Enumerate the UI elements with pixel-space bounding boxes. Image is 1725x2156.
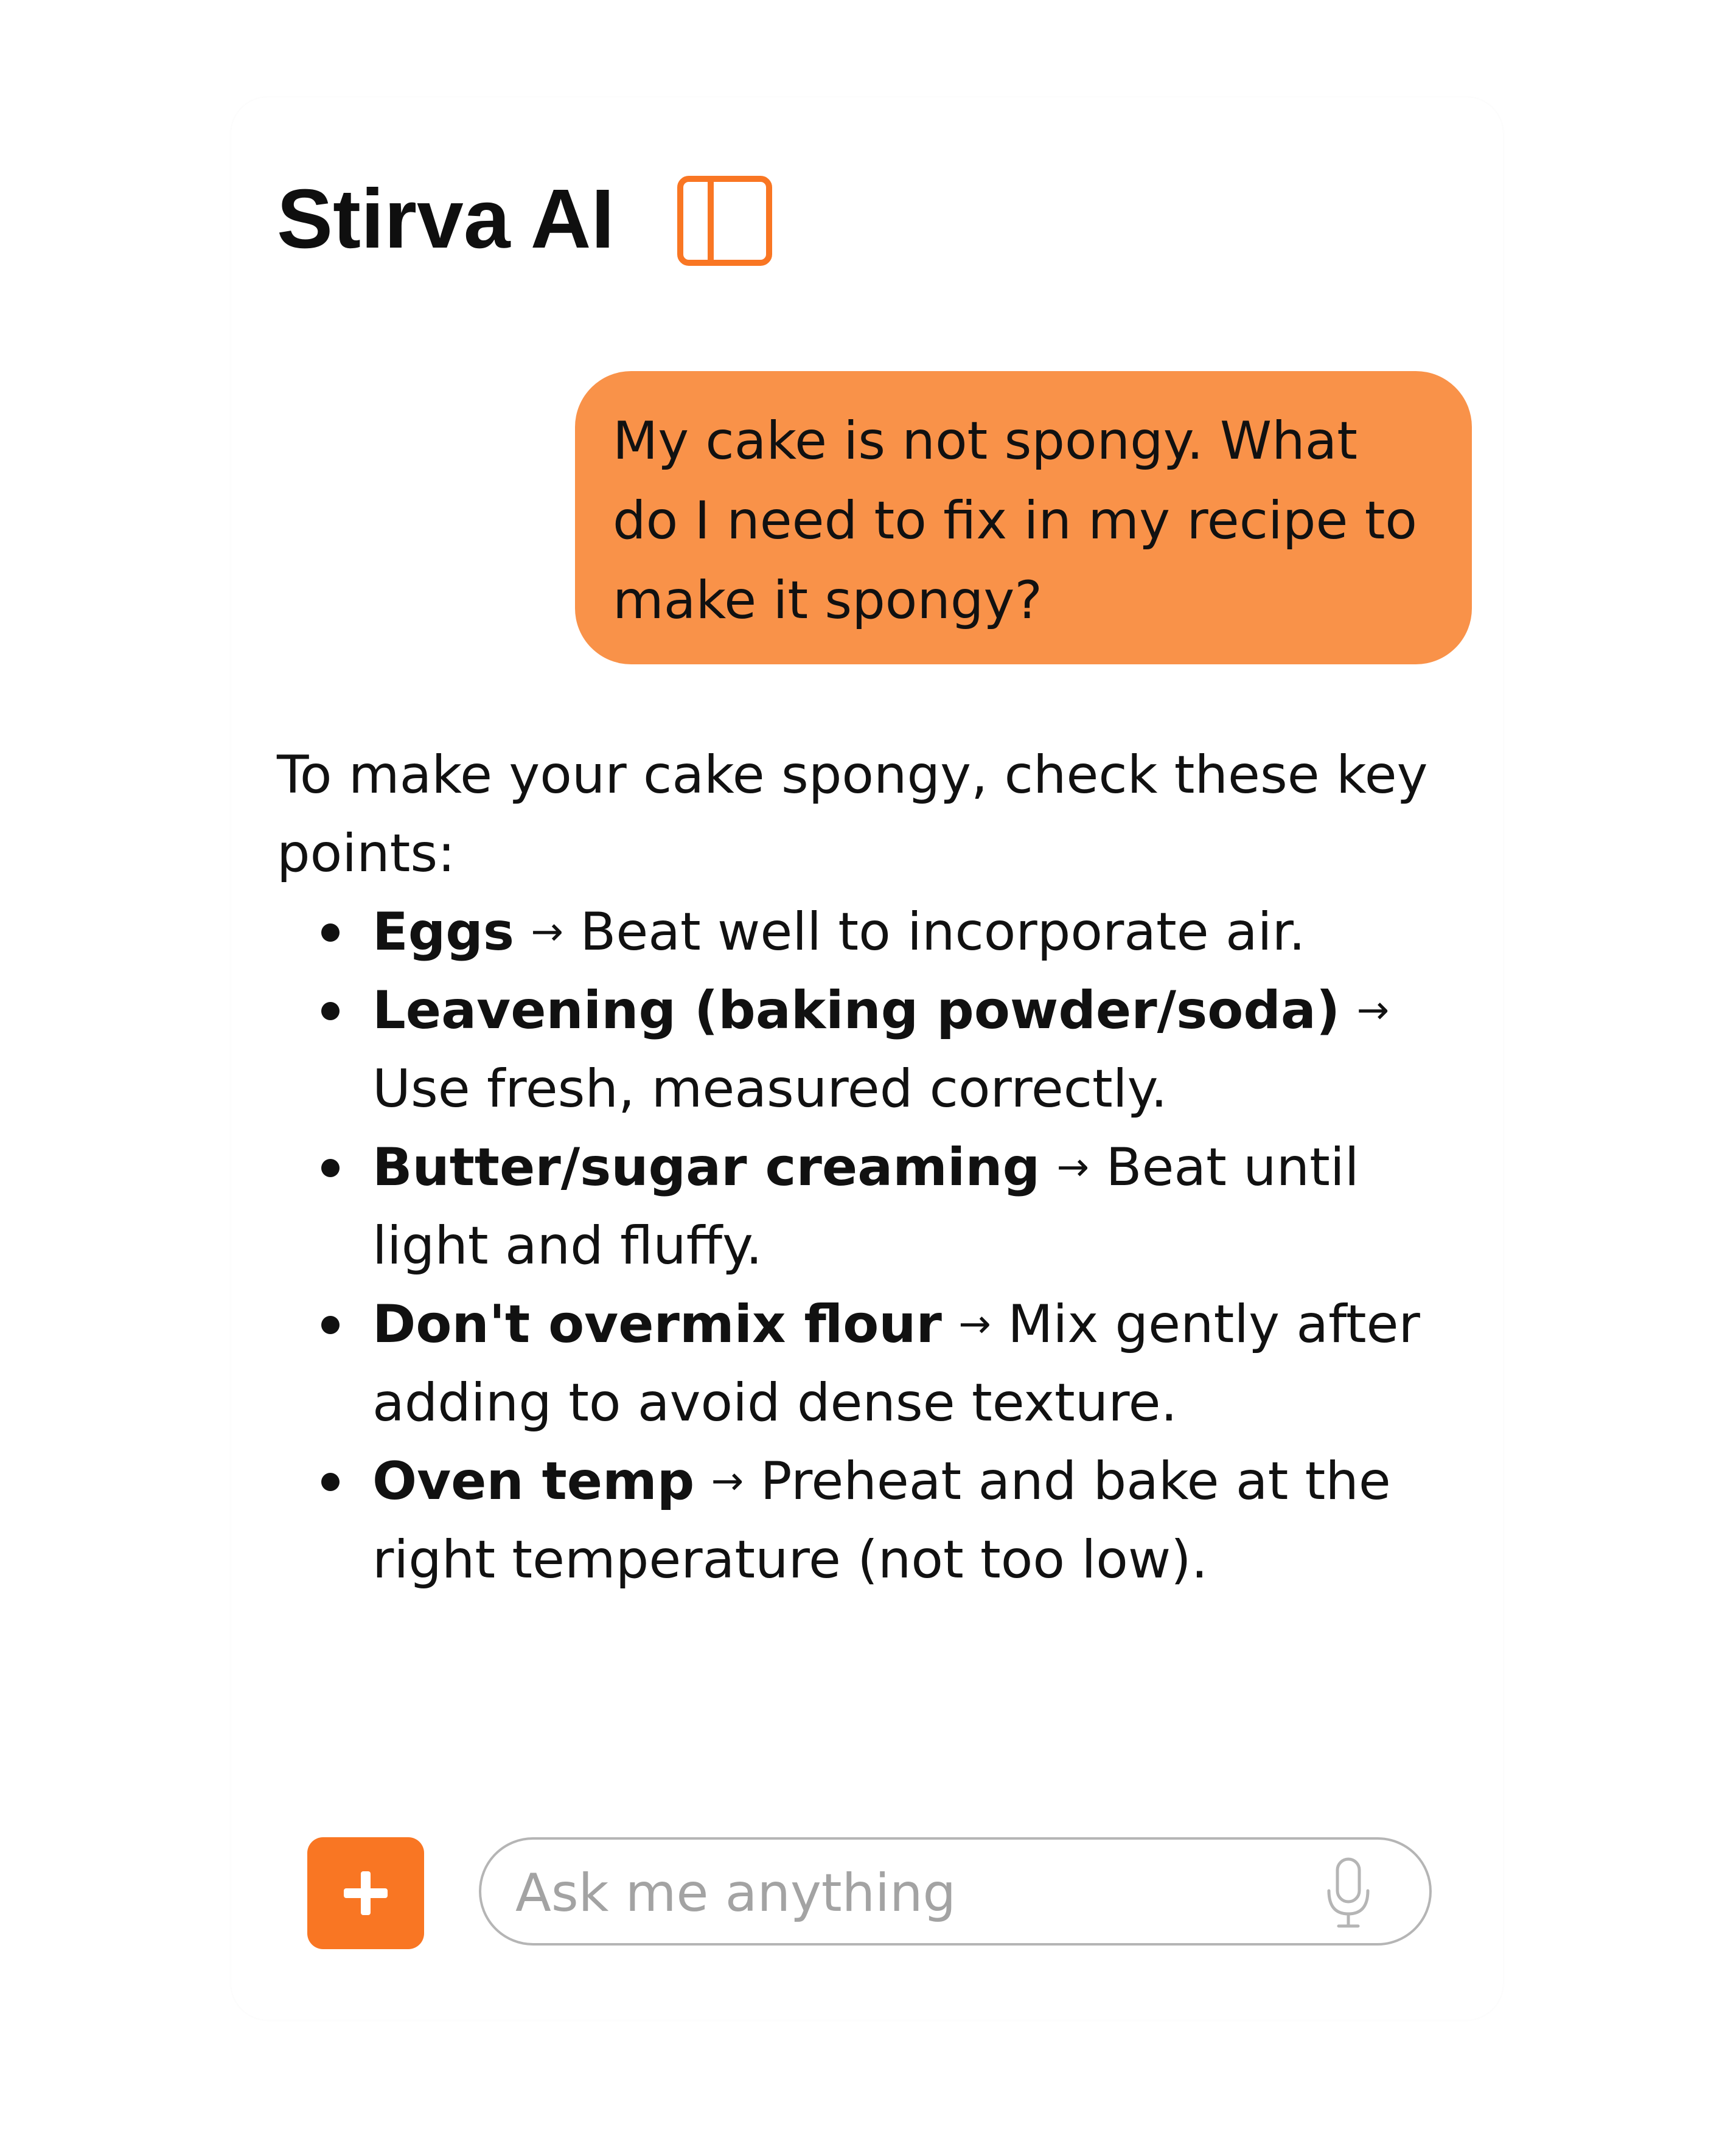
tip-text: Beat until light and fluffy. bbox=[372, 1137, 1359, 1276]
list-item bbox=[277, 1442, 1482, 1599]
list-item bbox=[277, 1285, 1482, 1442]
tip-term: Leavening (baking powder/soda) bbox=[372, 980, 1340, 1041]
bullet-icon bbox=[321, 1159, 340, 1177]
list-item bbox=[277, 972, 1482, 1128]
tip-text: Preheat and bake at the right temperature (not too low). bbox=[372, 1451, 1391, 1590]
arrow-icon: → bbox=[958, 1302, 991, 1347]
user-message-bubble bbox=[575, 371, 1472, 664]
add-button[interactable] bbox=[307, 1837, 424, 1949]
bullet-icon bbox=[321, 1316, 340, 1334]
tip-term: Don't overmix flour bbox=[372, 1294, 942, 1355]
message-composer bbox=[307, 1837, 1432, 1949]
plus-icon-vertical bbox=[361, 1871, 371, 1915]
sidebar-panel-icon[interactable] bbox=[675, 174, 774, 268]
tip-text: Use fresh, measured correctly. bbox=[372, 1059, 1168, 1119]
tip-term: Eggs bbox=[372, 902, 515, 962]
tip-term: Oven temp bbox=[372, 1451, 695, 1512]
list-item bbox=[277, 1128, 1482, 1285]
assistant-message bbox=[277, 736, 1482, 1599]
tips-list bbox=[277, 893, 1482, 1599]
user-message-text: My cake is not spongy. What do I need to fix in my recipe to make it spongy? bbox=[613, 411, 1418, 631]
bullet-icon bbox=[321, 923, 340, 942]
bullet-icon bbox=[321, 1002, 340, 1020]
arrow-icon: → bbox=[1056, 1145, 1090, 1190]
tip-term: Butter/sugar creaming bbox=[372, 1137, 1040, 1198]
arrow-icon: → bbox=[1356, 988, 1390, 1033]
tip-text: Beat well to incorporate air. bbox=[580, 902, 1306, 962]
arrow-icon: → bbox=[711, 1459, 744, 1504]
chat-input[interactable] bbox=[515, 1858, 1306, 1928]
bullet-icon bbox=[321, 1473, 340, 1491]
assistant-intro: To make your cake spongy, check these key points: bbox=[277, 745, 1428, 884]
arrow-icon: → bbox=[531, 909, 564, 955]
app-title: Stirva AI bbox=[277, 172, 615, 266]
chat-input-container bbox=[479, 1837, 1432, 1946]
microphone-icon[interactable] bbox=[1324, 1857, 1373, 1931]
tip-text: Mix gently after adding to avoid dense texture. bbox=[372, 1294, 1420, 1433]
list-item bbox=[277, 893, 1482, 972]
app-header bbox=[277, 164, 615, 274]
